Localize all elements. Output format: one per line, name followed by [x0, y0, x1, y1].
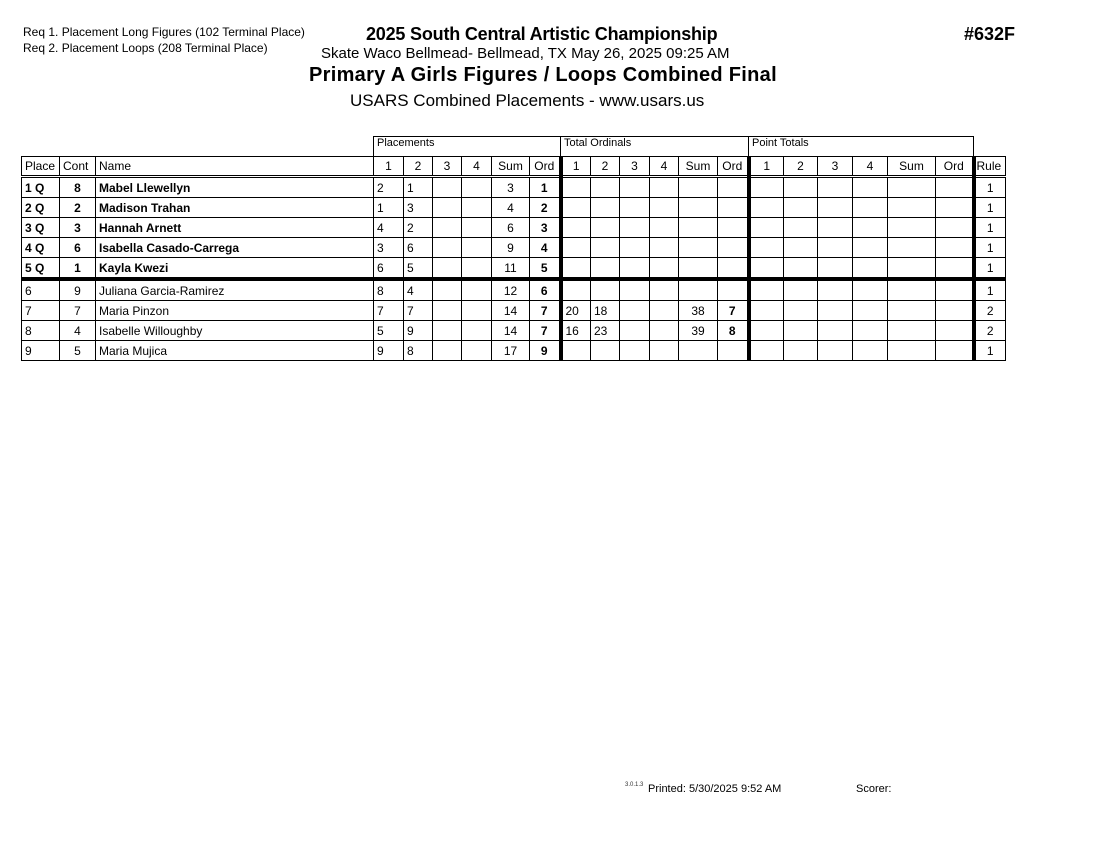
ordinal-2-cell	[591, 279, 620, 301]
ordinal-4-cell	[650, 258, 679, 280]
ordinal-2-cell: 23	[591, 321, 620, 341]
placement-4-cell	[462, 321, 492, 341]
placement-3-cell	[433, 218, 462, 238]
ordinal-ord-cell	[718, 258, 749, 280]
placement-1-cell: 5	[374, 321, 404, 341]
name-cell: Juliana Garcia-Ramirez	[96, 279, 374, 301]
cont-cell: 2	[60, 198, 96, 218]
points-3-cell	[818, 177, 853, 198]
points-4-cell	[853, 301, 888, 321]
points-1-cell	[749, 238, 784, 258]
name-cell: Maria Pinzon	[96, 301, 374, 321]
col-ordinal-3: 3	[620, 157, 650, 177]
placement-1-cell: 7	[374, 301, 404, 321]
rule-cell: 1	[974, 258, 1006, 280]
col-points-ord: Ord	[936, 157, 974, 177]
col-placement-4: 4	[462, 157, 492, 177]
placement-2-cell: 1	[404, 177, 433, 198]
table-row	[22, 198, 1006, 218]
col-placement-1: 1	[374, 157, 404, 177]
points-ord-cell	[936, 341, 974, 361]
col-placement-sum: Sum	[492, 157, 530, 177]
table-row	[22, 177, 1006, 198]
rule-cell: 1	[974, 279, 1006, 301]
event-title: Primary A Girls Figures / Loops Combined Final	[309, 64, 777, 86]
table-row	[22, 218, 1006, 238]
placement-ord-cell: 7	[530, 321, 561, 341]
placement-4-cell	[462, 198, 492, 218]
column-header-row	[22, 157, 1006, 177]
rule-cell: 1	[974, 177, 1006, 198]
points-sum-cell	[888, 279, 936, 301]
points-2-cell	[784, 238, 818, 258]
requirement-2: Req 2. Placement Loops (208 Terminal Place)	[23, 41, 268, 55]
points-ord-cell	[936, 321, 974, 341]
points-ord-cell	[936, 198, 974, 218]
ordinal-sum-cell	[679, 218, 718, 238]
place-cell: 9	[22, 341, 60, 361]
ordinal-3-cell	[620, 341, 650, 361]
points-4-cell	[853, 198, 888, 218]
points-sum-cell	[888, 321, 936, 341]
col-name: Name	[96, 157, 374, 177]
table-row	[22, 301, 1006, 321]
points-4-cell	[853, 177, 888, 198]
col-ordinal-1: 1	[561, 157, 591, 177]
col-points-sum: Sum	[888, 157, 936, 177]
ordinal-4-cell	[650, 341, 679, 361]
placement-2-cell: 6	[404, 238, 433, 258]
placement-4-cell	[462, 301, 492, 321]
placement-ord-cell: 7	[530, 301, 561, 321]
points-2-cell	[784, 279, 818, 301]
ordinal-1-cell	[561, 341, 591, 361]
ordinal-1-cell	[561, 258, 591, 280]
points-2-cell	[784, 341, 818, 361]
placement-3-cell	[433, 341, 462, 361]
group-header-row	[22, 137, 1006, 157]
placement-3-cell	[433, 258, 462, 280]
ordinal-4-cell	[650, 198, 679, 218]
group-total-ordinals: Total Ordinals	[561, 137, 749, 157]
ordinal-sum-cell	[679, 258, 718, 280]
cont-cell: 6	[60, 238, 96, 258]
points-sum-cell	[888, 258, 936, 280]
ordinal-2-cell	[591, 177, 620, 198]
cont-cell: 3	[60, 218, 96, 238]
group-point-totals: Point Totals	[749, 137, 974, 157]
rule-cell: 2	[974, 321, 1006, 341]
points-3-cell	[818, 258, 853, 280]
points-sum-cell	[888, 218, 936, 238]
cont-cell: 5	[60, 341, 96, 361]
points-sum-cell	[888, 198, 936, 218]
requirement-1: Req 1. Placement Long Figures (102 Terminal Place)	[23, 25, 305, 39]
points-sum-cell	[888, 341, 936, 361]
col-ordinal-4: 4	[650, 157, 679, 177]
name-cell: Mabel Llewellyn	[96, 177, 374, 198]
championship-title: 2025 South Central Artistic Championship	[366, 24, 718, 44]
placement-sum-cell: 3	[492, 177, 530, 198]
ordinal-3-cell	[620, 218, 650, 238]
placement-3-cell	[433, 279, 462, 301]
placement-2-cell: 7	[404, 301, 433, 321]
group-placements: Placements	[374, 137, 561, 157]
version-label: 3.0.1.3	[625, 782, 644, 788]
ordinal-1-cell	[561, 198, 591, 218]
placement-ord-cell: 3	[530, 218, 561, 238]
placement-4-cell	[462, 218, 492, 238]
ordinal-4-cell	[650, 301, 679, 321]
col-points-2: 2	[784, 157, 818, 177]
name-cell: Kayla Kwezi	[96, 258, 374, 280]
placement-ord-cell: 9	[530, 341, 561, 361]
place-cell: 1 Q	[22, 177, 60, 198]
placement-1-cell: 9	[374, 341, 404, 361]
points-4-cell	[853, 279, 888, 301]
place-cell: 8	[22, 321, 60, 341]
place-cell: 2 Q	[22, 198, 60, 218]
points-ord-cell	[936, 258, 974, 280]
col-points-1: 1	[749, 157, 784, 177]
col-placement-ord: Ord	[530, 157, 561, 177]
placement-sum-cell: 12	[492, 279, 530, 301]
ordinal-2-cell	[591, 218, 620, 238]
event-number: #632F	[964, 24, 1016, 44]
cont-cell: 1	[60, 258, 96, 280]
rule-cell: 2	[974, 301, 1006, 321]
placement-4-cell	[462, 279, 492, 301]
points-1-cell	[749, 198, 784, 218]
placement-4-cell	[462, 177, 492, 198]
placement-2-cell: 2	[404, 218, 433, 238]
placement-2-cell: 3	[404, 198, 433, 218]
ordinal-sum-cell	[679, 238, 718, 258]
ordinal-1-cell	[561, 218, 591, 238]
placement-2-cell: 8	[404, 341, 433, 361]
ordinal-4-cell	[650, 218, 679, 238]
ordinal-ord-cell	[718, 341, 749, 361]
placement-sum-cell: 14	[492, 301, 530, 321]
points-3-cell	[818, 341, 853, 361]
col-points-3: 3	[818, 157, 853, 177]
points-3-cell	[818, 301, 853, 321]
placement-sum-cell: 17	[492, 341, 530, 361]
points-1-cell	[749, 258, 784, 280]
points-sum-cell	[888, 301, 936, 321]
place-cell: 3 Q	[22, 218, 60, 238]
name-cell: Madison Trahan	[96, 198, 374, 218]
printed-timestamp: Printed: 5/30/2025 9:52 AM	[648, 783, 782, 795]
points-ord-cell	[936, 301, 974, 321]
ordinal-4-cell	[650, 177, 679, 198]
ordinal-sum-cell	[679, 341, 718, 361]
ordinal-2-cell	[591, 238, 620, 258]
placement-3-cell	[433, 301, 462, 321]
scorer-label: Scorer:	[856, 783, 892, 795]
ordinal-ord-cell	[718, 279, 749, 301]
placement-2-cell: 4	[404, 279, 433, 301]
ordinal-sum-cell	[679, 177, 718, 198]
col-points-4: 4	[853, 157, 888, 177]
points-2-cell	[784, 218, 818, 238]
points-1-cell	[749, 341, 784, 361]
points-3-cell	[818, 238, 853, 258]
placement-ord-cell: 1	[530, 177, 561, 198]
points-ord-cell	[936, 238, 974, 258]
placement-ord-cell: 4	[530, 238, 561, 258]
placement-4-cell	[462, 238, 492, 258]
placement-1-cell: 4	[374, 218, 404, 238]
ordinal-sum-cell	[679, 198, 718, 218]
points-1-cell	[749, 218, 784, 238]
points-2-cell	[784, 258, 818, 280]
col-ordinal-sum: Sum	[679, 157, 718, 177]
table-row	[22, 279, 1006, 301]
ordinal-2-cell: 18	[591, 301, 620, 321]
cont-cell: 9	[60, 279, 96, 301]
ordinal-3-cell	[620, 238, 650, 258]
points-4-cell	[853, 218, 888, 238]
points-1-cell	[749, 177, 784, 198]
table-row	[22, 341, 1006, 361]
points-4-cell	[853, 341, 888, 361]
ordinal-1-cell	[561, 279, 591, 301]
ordinal-ord-cell	[718, 198, 749, 218]
placement-sum-cell: 14	[492, 321, 530, 341]
ordinal-3-cell	[620, 301, 650, 321]
ordinal-1-cell	[561, 177, 591, 198]
placement-2-cell: 5	[404, 258, 433, 280]
placement-sum-cell: 4	[492, 198, 530, 218]
placement-1-cell: 8	[374, 279, 404, 301]
ordinal-4-cell	[650, 321, 679, 341]
col-cont: Cont	[60, 157, 96, 177]
points-3-cell	[818, 279, 853, 301]
placement-2-cell: 9	[404, 321, 433, 341]
placement-3-cell	[433, 177, 462, 198]
ordinal-sum-cell: 39	[679, 321, 718, 341]
points-4-cell	[853, 238, 888, 258]
points-ord-cell	[936, 177, 974, 198]
ordinal-sum-cell	[679, 279, 718, 301]
placement-sum-cell: 11	[492, 258, 530, 280]
col-placement-2: 2	[404, 157, 433, 177]
placement-1-cell: 3	[374, 238, 404, 258]
placement-sum-cell: 6	[492, 218, 530, 238]
ordinal-3-cell	[620, 279, 650, 301]
ordinal-2-cell	[591, 258, 620, 280]
ordinal-3-cell	[620, 258, 650, 280]
placement-3-cell	[433, 198, 462, 218]
ordinal-ord-cell	[718, 177, 749, 198]
ordinal-4-cell	[650, 238, 679, 258]
ordinal-3-cell	[620, 198, 650, 218]
place-cell: 4 Q	[22, 238, 60, 258]
place-cell: 6	[22, 279, 60, 301]
points-2-cell	[784, 198, 818, 218]
name-cell: Isabelle Willoughby	[96, 321, 374, 341]
points-1-cell	[749, 321, 784, 341]
ordinal-1-cell: 16	[561, 321, 591, 341]
table-row	[22, 238, 1006, 258]
placement-3-cell	[433, 238, 462, 258]
points-3-cell	[818, 198, 853, 218]
points-ord-cell	[936, 218, 974, 238]
cont-cell: 4	[60, 321, 96, 341]
placement-4-cell	[462, 341, 492, 361]
points-2-cell	[784, 177, 818, 198]
placement-ord-cell: 2	[530, 198, 561, 218]
points-3-cell	[818, 321, 853, 341]
name-cell: Maria Mujica	[96, 341, 374, 361]
col-placement-3: 3	[433, 157, 462, 177]
placement-3-cell	[433, 321, 462, 341]
ordinal-1-cell	[561, 238, 591, 258]
cont-cell: 8	[60, 177, 96, 198]
points-ord-cell	[936, 279, 974, 301]
rule-cell: 1	[974, 341, 1006, 361]
subtitle: USARS Combined Placements - www.usars.us	[350, 91, 705, 110]
name-cell: Hannah Arnett	[96, 218, 374, 238]
place-cell: 7	[22, 301, 60, 321]
col-ordinal-ord: Ord	[718, 157, 749, 177]
place-cell: 5 Q	[22, 258, 60, 280]
ordinal-2-cell	[591, 341, 620, 361]
placement-4-cell	[462, 258, 492, 280]
placement-ord-cell: 5	[530, 258, 561, 280]
points-1-cell	[749, 279, 784, 301]
ordinal-3-cell	[620, 321, 650, 341]
rule-cell: 1	[974, 218, 1006, 238]
placement-1-cell: 1	[374, 198, 404, 218]
rule-cell: 1	[974, 198, 1006, 218]
table-row	[22, 258, 1006, 280]
results-table	[21, 136, 1006, 361]
ordinal-ord-cell	[718, 238, 749, 258]
col-ordinal-2: 2	[591, 157, 620, 177]
ordinal-1-cell: 20	[561, 301, 591, 321]
points-2-cell	[784, 321, 818, 341]
points-1-cell	[749, 301, 784, 321]
table-row	[22, 321, 1006, 341]
ordinal-ord-cell: 7	[718, 301, 749, 321]
venue-line: Skate Waco Bellmead- Bellmead, TX May 26, 2025 09:25 AM	[321, 45, 730, 62]
rule-cell: 1	[974, 238, 1006, 258]
placement-ord-cell: 6	[530, 279, 561, 301]
ordinal-2-cell	[591, 198, 620, 218]
placement-sum-cell: 9	[492, 238, 530, 258]
col-place: Place	[22, 157, 60, 177]
ordinal-3-cell	[620, 177, 650, 198]
points-sum-cell	[888, 238, 936, 258]
col-rule: Rule	[974, 157, 1006, 177]
placement-1-cell: 6	[374, 258, 404, 280]
points-4-cell	[853, 321, 888, 341]
ordinal-sum-cell: 38	[679, 301, 718, 321]
ordinal-ord-cell	[718, 218, 749, 238]
cont-cell: 7	[60, 301, 96, 321]
placement-1-cell: 2	[374, 177, 404, 198]
points-4-cell	[853, 258, 888, 280]
name-cell: Isabella Casado-Carrega	[96, 238, 374, 258]
ordinal-ord-cell: 8	[718, 321, 749, 341]
ordinal-4-cell	[650, 279, 679, 301]
points-sum-cell	[888, 177, 936, 198]
points-3-cell	[818, 218, 853, 238]
points-2-cell	[784, 301, 818, 321]
